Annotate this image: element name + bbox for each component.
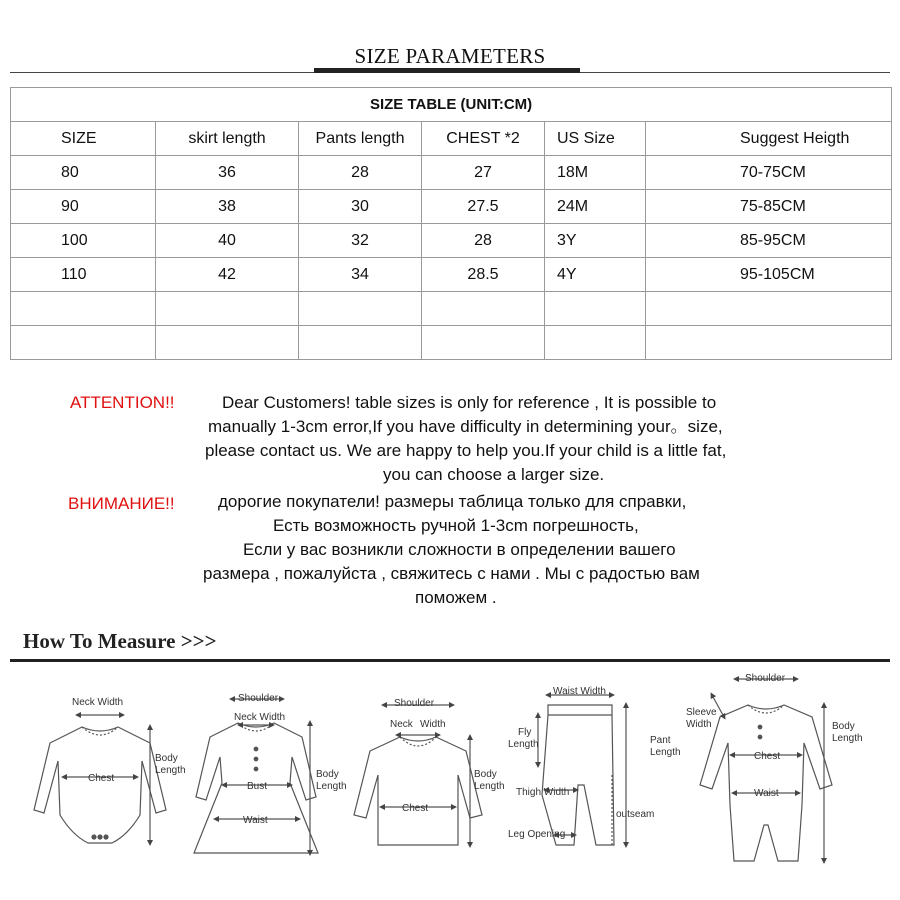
how-to-measure-title: How To Measure >>> bbox=[23, 629, 217, 653]
label-length: Length bbox=[155, 765, 186, 776]
table-cell: 40 bbox=[156, 224, 299, 258]
table-row bbox=[11, 190, 892, 224]
pants-figure bbox=[538, 695, 626, 845]
table-cell: 28 bbox=[299, 156, 422, 190]
table-cell bbox=[422, 326, 545, 360]
label-shoulder: Shoulder bbox=[394, 698, 435, 709]
attention-tag-ru: ВНИМАНИЕ!! bbox=[68, 494, 175, 513]
notice-line: please contact us. We are happy to help you.If your child is a little fat, bbox=[205, 441, 727, 460]
label-neck-width: Neck Width bbox=[234, 712, 286, 723]
column-header: CHEST *2 bbox=[422, 122, 545, 156]
table-cell: 4Y bbox=[545, 258, 646, 292]
table-cell: 70-75CM bbox=[646, 156, 892, 190]
label-waist-width: Waist Width bbox=[553, 686, 606, 697]
table-caption: SIZE TABLE (UNIT:CM) bbox=[11, 88, 892, 122]
label-waist: Waist bbox=[754, 788, 779, 799]
label-length: Length bbox=[474, 781, 505, 792]
table-header-row bbox=[11, 122, 892, 156]
table-cell: 24M bbox=[545, 190, 646, 224]
table-cell bbox=[545, 326, 646, 360]
label-leg-opening: Leg Opening bbox=[508, 829, 566, 840]
label-width: Width bbox=[420, 719, 446, 730]
table-cell bbox=[156, 292, 299, 326]
notice-line: Есть возможность ручной 1-3cm погрешность, bbox=[273, 516, 639, 535]
table-row-empty bbox=[11, 326, 892, 360]
label-sleeve: Sleeve bbox=[686, 707, 717, 718]
table-cell: 18M bbox=[545, 156, 646, 190]
table-cell bbox=[156, 326, 299, 360]
table-cell bbox=[422, 292, 545, 326]
table-cell: 80 bbox=[11, 156, 156, 190]
column-header: US Size bbox=[545, 122, 646, 156]
table-cell: 38 bbox=[156, 190, 299, 224]
table-cell bbox=[299, 326, 422, 360]
notice-line: you can choose a larger size. bbox=[383, 465, 605, 484]
label-bust: Bust bbox=[247, 781, 268, 792]
label-thigh-width: Thigh Width bbox=[516, 787, 570, 798]
table-cell: 28.5 bbox=[422, 258, 545, 292]
table-cell: 36 bbox=[156, 156, 299, 190]
label-shoulder: Shoulder bbox=[745, 673, 786, 684]
table-cell: 32 bbox=[299, 224, 422, 258]
table-row-empty bbox=[11, 292, 892, 326]
notice-line: дорогие покупатели! размеры таблица только для справки, bbox=[218, 492, 687, 511]
label-chest: Chest bbox=[402, 803, 429, 814]
label-length: Length bbox=[650, 747, 681, 758]
table-cell: 85-95CM bbox=[646, 224, 892, 258]
table-cell: 42 bbox=[156, 258, 299, 292]
table-cell: 90 bbox=[11, 190, 156, 224]
label-body: Body bbox=[155, 753, 178, 764]
table-cell: 3Y bbox=[545, 224, 646, 258]
table-cell bbox=[11, 292, 156, 326]
measure-illustrations bbox=[0, 665, 900, 900]
label-body: Body bbox=[832, 721, 855, 732]
table-cell: 75-85CM bbox=[646, 190, 892, 224]
table-cell: 30 bbox=[299, 190, 422, 224]
label-chest: Chest bbox=[88, 773, 115, 784]
attention-tag: ATTENTION!! bbox=[70, 393, 175, 412]
table-row bbox=[11, 224, 892, 258]
column-header: skirt length bbox=[156, 122, 299, 156]
romper-figure bbox=[700, 679, 832, 861]
table-row bbox=[11, 156, 892, 190]
size-table bbox=[10, 87, 892, 360]
table-cell: 95-105CM bbox=[646, 258, 892, 292]
label-pant: Pant bbox=[650, 735, 671, 746]
table-cell bbox=[11, 326, 156, 360]
notice-line: Dear Customers! table sizes is only for reference , It is possible to bbox=[222, 393, 717, 412]
notice-line: размера , пожалуйста , свяжитесь с нами . Мы с радостью вам bbox=[203, 564, 700, 583]
notice-line: manually 1-3cm error,If you have difficulty in determining your。size, bbox=[208, 417, 723, 436]
label-body: Body bbox=[316, 769, 339, 780]
column-header: Pants length bbox=[299, 122, 422, 156]
header bbox=[0, 0, 900, 80]
table-cell bbox=[646, 292, 892, 326]
table-cell: 28 bbox=[422, 224, 545, 258]
label-length: Length bbox=[508, 739, 539, 750]
notice-line: поможем . bbox=[415, 588, 497, 607]
table-cell: 27.5 bbox=[422, 190, 545, 224]
label-fly: Fly bbox=[518, 727, 532, 738]
page-title: SIZE PARAMETERS bbox=[354, 44, 546, 68]
table-cell bbox=[646, 326, 892, 360]
how-to-measure-divider bbox=[10, 659, 890, 662]
table-cell: 110 bbox=[11, 258, 156, 292]
table-cell: 27 bbox=[422, 156, 545, 190]
label-chest: Chest bbox=[754, 751, 781, 762]
notice-line: Если у вас возникли сложности в определении вашего bbox=[243, 540, 676, 559]
label-neck: Neck bbox=[390, 719, 413, 730]
table-row bbox=[11, 258, 892, 292]
column-header: Suggest Heigth bbox=[646, 122, 892, 156]
table-cell bbox=[299, 292, 422, 326]
label-length: Length bbox=[316, 781, 347, 792]
label-body: Body bbox=[474, 769, 497, 780]
table-cell: 100 bbox=[11, 224, 156, 258]
label-outseam: outseam bbox=[616, 809, 655, 820]
label-neck-width: Neck Width bbox=[72, 697, 124, 708]
table-cell bbox=[545, 292, 646, 326]
sweater-figure bbox=[354, 705, 482, 845]
table-cell: 34 bbox=[299, 258, 422, 292]
label-width: Width bbox=[686, 719, 712, 730]
label-waist: Waist bbox=[243, 815, 268, 826]
column-header: SIZE bbox=[11, 122, 156, 156]
label-shoulder: Shoulder bbox=[238, 693, 279, 704]
label-length: Length bbox=[832, 733, 863, 744]
